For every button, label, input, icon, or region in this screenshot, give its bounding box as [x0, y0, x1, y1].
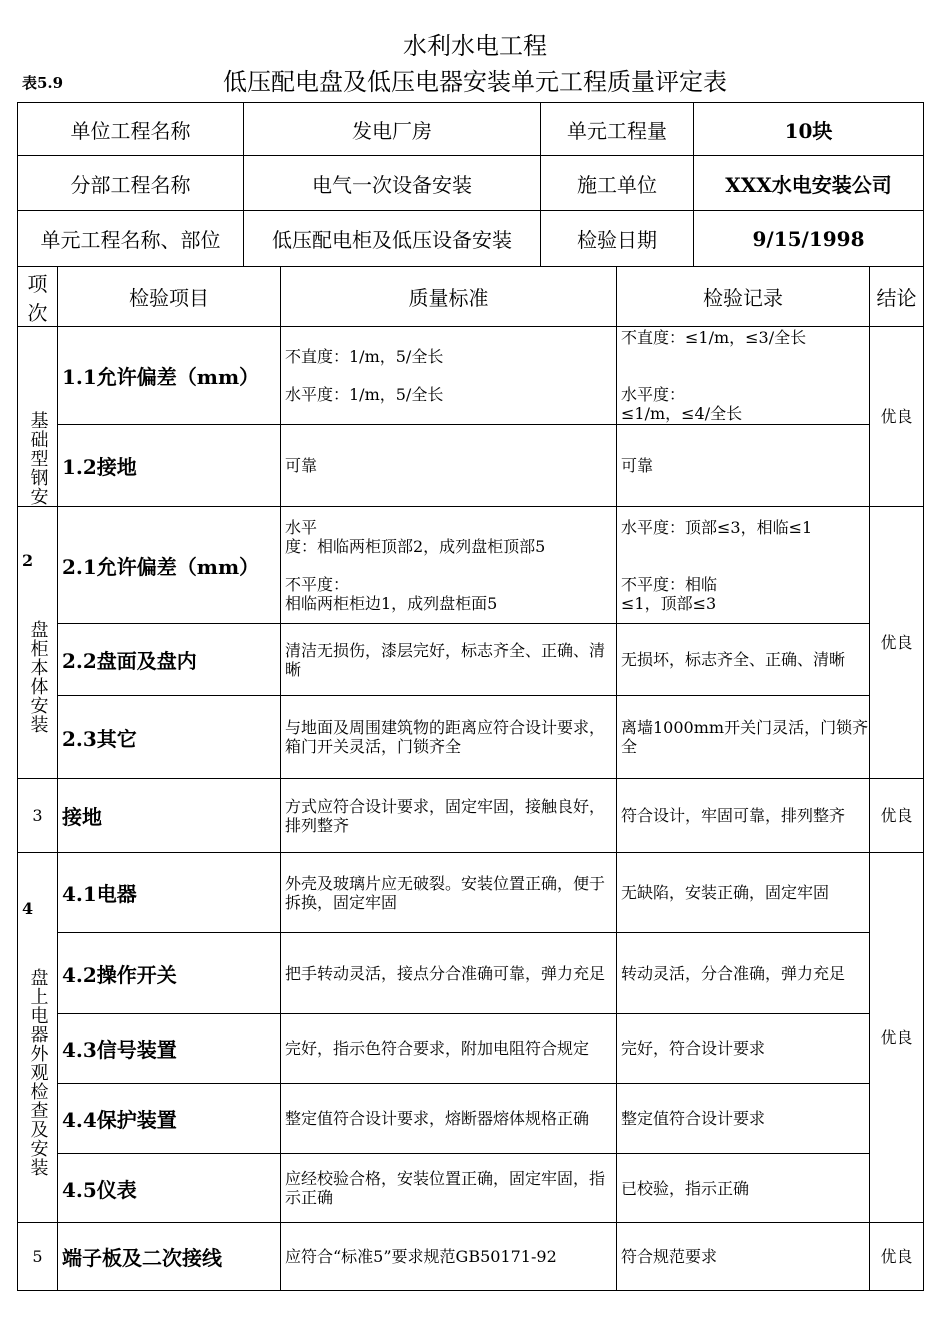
info-label-text: 施工单位 [577, 172, 657, 197]
conclusion [869, 1222, 924, 1291]
quality-standard [280, 1013, 617, 1084]
check-item [57, 623, 281, 696]
check-item-text: 4.3信号装置 [62, 1038, 177, 1062]
quality-standard-text: 清洁无损伤，漆层完好，标志齐全、正确、清晰 [285, 640, 606, 679]
info-value-text: 10块 [784, 118, 833, 143]
info-value [243, 155, 541, 211]
conclusion [869, 852, 924, 1223]
check-item-text: 4.1电器 [62, 882, 137, 906]
quality-standard-text: 与地面及周围建筑物的距离应符合设计要求，箱门开关灵活，门锁齐全 [285, 718, 606, 756]
inspection-record [616, 1222, 870, 1291]
quality-standard-text: 可靠 [285, 456, 318, 475]
info-value [693, 155, 924, 211]
inspection-record-text: 符合设计，牢固可靠，排列整齐 [621, 806, 846, 825]
section-label: 盘上电器外观检查及安装 [27, 967, 49, 1177]
info-label [17, 102, 244, 156]
form-title: 水利水电工程 [403, 32, 547, 60]
inspection-record-text: 无损坏，标志齐全、正确、清晰 [621, 650, 846, 669]
inspection-record [616, 326, 870, 425]
header-record-text: 检验记录 [703, 286, 783, 310]
quality-standard [280, 623, 617, 696]
section-no: 5 [32, 1247, 43, 1266]
info-label [17, 155, 244, 211]
check-item-text: 端子板及二次接线 [62, 1246, 222, 1270]
quality-standard-text: 外壳及玻璃片应无破裂。安装位置正确，便于拆换，固定牢固 [285, 873, 606, 912]
inspection-record [616, 1083, 870, 1154]
inspection-record [616, 695, 870, 779]
quality-standard [280, 852, 617, 933]
check-item-text: 1.2接地 [62, 455, 137, 479]
check-item-text: 4.5仪表 [62, 1177, 137, 1202]
check-item-text: 接地 [62, 805, 102, 829]
section-number [17, 852, 58, 1223]
conclusion-text: 优良 [880, 806, 913, 825]
quality-standard [280, 778, 617, 853]
quality-standard [280, 424, 617, 507]
inspection-record [616, 623, 870, 696]
quality-standard [280, 1083, 617, 1154]
conclusion [869, 778, 924, 853]
conclusion [869, 506, 924, 779]
conclusion-text: 优良 [880, 1247, 913, 1266]
info-value-text: 发电厂房 [352, 118, 432, 143]
quality-standard [280, 1153, 617, 1223]
info-label [540, 155, 694, 211]
conclusion-text: 优良 [880, 407, 913, 426]
check-item [57, 695, 281, 779]
quality-standard-text: 方式应符合设计要求，固定牢固，接触良好，排列整齐 [285, 796, 606, 835]
check-item-text: 4.4保护装置 [62, 1108, 177, 1132]
inspection-record-text: 可靠 [621, 456, 654, 475]
info-value-text: 电气一次设备安装 [312, 172, 472, 197]
inspection-record-text: 已校验，指示正确 [621, 1178, 750, 1198]
header-conclusion [869, 266, 924, 327]
info-label-text: 单元工程名称、部位 [40, 228, 221, 252]
inspection-record-text: 符合规范要求 [621, 1247, 718, 1266]
quality-standard [280, 326, 617, 425]
info-value-text: 低压配电柜及低压设备安装 [272, 228, 512, 252]
inspection-record-text: 水平度：顶部≤3，相临≤1 不平度：相临 ≤1，顶部≤3 [621, 517, 813, 613]
check-item [57, 326, 281, 425]
inspection-record-text: 完好，符合设计要求 [621, 1039, 766, 1058]
conclusion [869, 326, 924, 507]
info-value-text: XXX水电安装公司 [725, 172, 892, 197]
quality-standard-text: 把手转动灵活，接点分合准确可靠，弹力充足 [285, 963, 606, 983]
inspection-record-text: 不直度：≤1/m，≤3/全长 水平度： ≤1/m，≤4/全长 [621, 328, 807, 423]
inspection-record-text: 无缺陷，安装正确，固定牢固 [621, 883, 830, 902]
inspection-record-text: 离墙1000mm开关门灵活，门锁齐全 [621, 718, 869, 756]
quality-standard [280, 695, 617, 779]
header-standard-text: 质量标准 [408, 286, 489, 310]
section-number [17, 778, 58, 853]
quality-standard-text: 完好，指示色符合要求，附加电阻符合规定 [285, 1039, 590, 1058]
quality-standard [280, 506, 617, 624]
inspection-record [616, 778, 870, 853]
quality-standard-text: 不直度：1/m，5/全长 水平度：1/m，5/全长 [285, 347, 444, 404]
header-record [616, 266, 870, 327]
inspection-record [616, 852, 870, 933]
info-label [17, 210, 244, 267]
section-number [17, 326, 58, 507]
info-value [243, 210, 541, 267]
section-no: 4 [22, 898, 34, 918]
inspection-record-text: 转动灵活，分合准确，弹力充足 [621, 963, 846, 983]
section-no: 2 [22, 551, 34, 570]
check-item [57, 852, 281, 933]
info-label-text: 单元工程量 [567, 118, 667, 143]
conclusion-text: 优良 [880, 633, 913, 652]
info-value [243, 102, 541, 156]
inspection-record [616, 506, 870, 624]
info-label-text: 检验日期 [577, 228, 657, 252]
check-item [57, 932, 281, 1014]
quality-standard [280, 1222, 617, 1291]
check-item [57, 778, 281, 853]
inspection-record [616, 1013, 870, 1084]
quality-standard-text: 应符合“标准5”要求规范GB50171-92 [285, 1247, 557, 1266]
quality-standard-text: 水平 度：相临两柜顶部2，成列盘柜顶部5 不平度： 相临两柜柜边1，成列盘柜面5 [285, 517, 546, 613]
header-item-no-text: 项次 [27, 271, 48, 325]
section-no: 3 [32, 806, 43, 825]
inspection-record-text: 整定值符合设计要求 [621, 1109, 766, 1128]
check-item [57, 1222, 281, 1291]
check-item-text: 2.3其它 [62, 726, 137, 751]
check-item [57, 1153, 281, 1223]
header-conclusion-text: 结论 [876, 286, 917, 310]
check-item-text: 4.2操作开关 [62, 962, 177, 987]
inspection-record [616, 932, 870, 1014]
info-label [540, 210, 694, 267]
conclusion-text: 优良 [880, 1028, 913, 1047]
quality-standard [280, 932, 617, 1014]
header-standard [280, 266, 617, 327]
header-check-item [57, 266, 281, 327]
check-item [57, 506, 281, 624]
info-label-text: 单位工程名称 [70, 118, 191, 143]
inspection-record [616, 1153, 870, 1223]
info-value-text: 9/15/1998 [752, 226, 865, 251]
check-item-text: 2.1允许偏差（mm） [62, 554, 260, 579]
quality-standard-text: 应经校验合格，安装位置正确，固定牢固，指示正确 [285, 1169, 606, 1207]
info-label [540, 102, 694, 156]
check-item-text: 2.2盘面及盘内 [62, 649, 197, 673]
info-value [693, 102, 924, 156]
check-item [57, 1013, 281, 1084]
form-subtitle: 低压配电盘及低压电器安装单元工程质量评定表 [223, 68, 727, 96]
header-check-item-text: 检验项目 [129, 286, 209, 310]
info-label-text: 分部工程名称 [70, 172, 191, 197]
check-item [57, 1083, 281, 1154]
table-number: 表5.9 [22, 74, 64, 92]
info-value [693, 210, 924, 267]
section-number [17, 506, 58, 779]
section-number [17, 1222, 58, 1291]
section-label: 基础型钢安 [27, 411, 49, 506]
section-label: 盘柜本体安装 [27, 620, 49, 734]
check-item-text: 1.1允许偏差（mm） [62, 365, 260, 389]
header-item-no [17, 266, 58, 327]
inspection-record [616, 424, 870, 507]
check-item [57, 424, 281, 507]
quality-standard-text: 整定值符合设计要求，熔断器熔体规格正确 [285, 1109, 590, 1128]
